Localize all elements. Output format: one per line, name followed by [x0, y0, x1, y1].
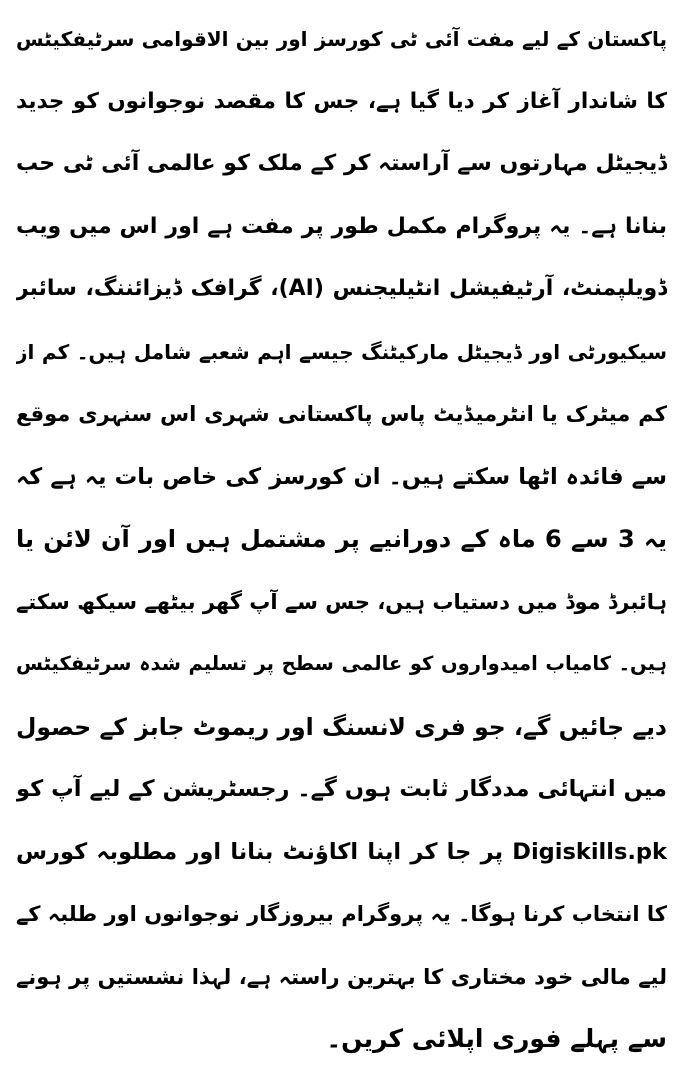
article-line: دیے جائیں گے، جو فری لانسنگ اور ریموٹ جابز کے حصول: [16, 712, 667, 741]
article-line: ڈویلپمنٹ، آرٹیفیشل انٹیلیجنس (AI)، گرافک ڈیزائننگ، سائبر: [16, 276, 667, 301]
article-line: ہائبرڈ موڈ میں دستیاب ہیں، جس سے آپ گھر بیٹھے سیکھ سکتے: [16, 589, 667, 614]
article-line: ڈیجیٹل مہارتوں سے آراستہ کر کے ملک کو عالمی آئی ٹی حب: [16, 151, 667, 176]
article-line: لیے مالی خود مختاری کا بہترین راستہ ہے، لہذا نشستیں پر ہونے: [16, 964, 667, 989]
article-line: Digiskills.pk پر جا کر اپنا اکاؤنٹ بنانا اور مطلوبہ کورس: [16, 838, 667, 865]
article-line: کا انتخاب کرنا ہوگا۔ یہ پروگرام بیروزگار نوجوانوں اور طلبہ کے: [16, 902, 667, 926]
article-line: ہیں۔ کامیاب امیدواروں کو عالمی سطح پر تسلیم شدہ سرٹیفکیٹس: [16, 652, 667, 675]
article-line: کم میٹرک یا انٹرمیڈیٹ پاس پاکستانی شہری اس سنہری موقع: [16, 402, 667, 426]
article-line: بنانا ہے۔ یہ پروگرام مکمل طور پر مفت ہے اور اس میں ویب: [16, 213, 667, 239]
article-line: پاکستان کے لیے مفت آئی ٹی کورسز اور بین الاقوامی سرٹیفکیٹس: [16, 27, 667, 51]
article-line: سے پہلے فوری اپلائی کریں۔: [326, 1024, 667, 1053]
article-line: کا شاندار آغاز کر دیا گیا ہے، جس کا مقصد نوجوانوں کو جدید: [16, 88, 667, 114]
article-line: یہ 3 سے 6 ماہ کے دورانیے پر مشتمل ہیں اور آن لائن یا: [16, 525, 667, 553]
article-line: سے فائدہ اٹھا سکتے ہیں۔ ان کورسز کی خاص بات یہ ہے کہ: [16, 463, 667, 490]
article-line: سیکیورٹی اور ڈیجیٹل مارکیٹنگ جیسے اہم شعبے شامل ہیں۔ کم از: [16, 339, 667, 364]
article-line: میں انتہائی مددگار ثابت ہوں گے۔ رجسٹریشن کے لیے آپ کو: [16, 776, 667, 802]
